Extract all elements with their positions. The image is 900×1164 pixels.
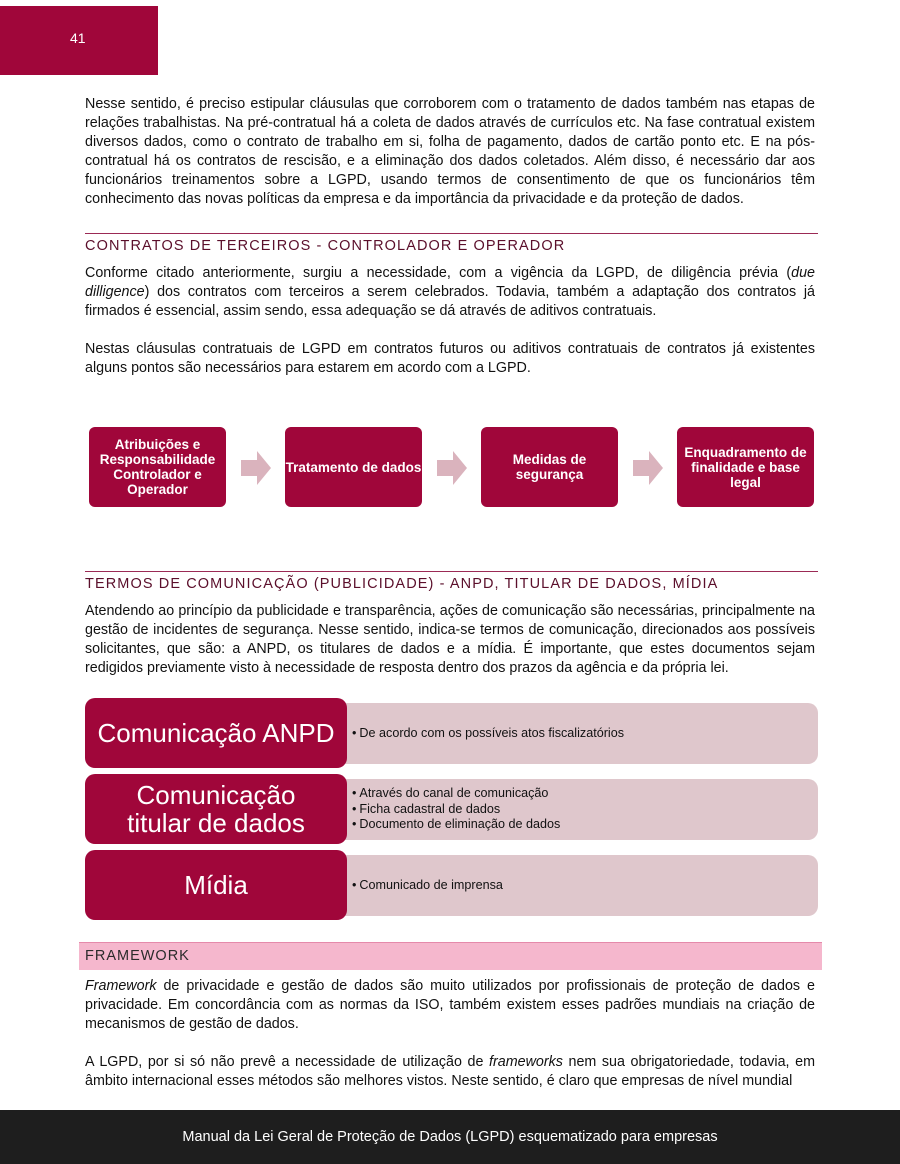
page-number: 41: [70, 30, 86, 46]
contracts-section: [85, 264, 815, 378]
arrow-right-icon: [633, 451, 663, 485]
flow-step-1: Atribuições e Responsabilidade Controlador e Operador: [89, 427, 226, 507]
comm-titular-details: [330, 779, 818, 840]
section-heading-communication: [85, 571, 818, 592]
contracts-paragraph-1: [85, 264, 815, 321]
footer-text: Manual da Lei Geral de Proteção de Dados (LGPD) esquematizado para empresas: [182, 1129, 718, 1145]
contracts-paragraph-2: Nestas cláusulas contratuais de LGPD em contratos futuros ou aditivos contratuais de contratos já existentes alguns pontos são necessários para estarem em acordo com a LGPD.: [85, 341, 815, 376]
framework-paragraph-1: [85, 977, 815, 1034]
section-heading-contracts: [85, 233, 818, 254]
framework-term: Framework: [85, 978, 157, 994]
comm-midia-title: Mídia: [85, 850, 347, 920]
list-item: • Ficha cadastral de dados: [352, 802, 818, 818]
comm-anpd-details: [330, 703, 818, 764]
framework-p2-text: A LGPD, por si só não prevê a necessidade de utilização de: [85, 1054, 490, 1070]
list-item: • Comunicado de imprensa: [352, 878, 818, 894]
due-diligence-term: due dilligence: [85, 265, 815, 300]
section-heading-communication-text: TERMOS DE COMUNICAÇÃO (PUBLICIDADE) - ANPD, TITULAR DE DADOS, MÍDIA: [85, 576, 719, 592]
comm-midia-details: [330, 855, 818, 916]
framework-paragraph-2: [85, 1053, 815, 1091]
framework-p2-text-end: nem sua obrigatoriedade, todavia, em âmbito internacional esses métodos são melhores vistos. Neste sentido, é claro que empresas de nível mundial: [85, 1054, 815, 1089]
frameworks-term: frameworks: [489, 1054, 563, 1070]
flow-step-3: Medidas de segurança: [481, 427, 618, 507]
section-heading-contracts-text: CONTRATOS DE TERCEIROS - CONTROLADOR E OPERADOR: [85, 238, 566, 254]
arrow-right-icon: [241, 451, 271, 485]
flow-step-4: Enquadramento de finalidade e base legal: [677, 427, 814, 507]
flow-step-2: Tratamento de dados: [285, 427, 422, 507]
communication-paragraph: Atendendo ao princípio da publicidade e transparência, ações de comunicação são necessárias, principalmente na gestão de incidentes de segurança. Nesse sentido, indica-se termos de comunicação, direcionados aos possíveis solicitantes, que são: a ANPD, os titulares de dados e a mídia. É importante, que estes documentos sejam redigidos previamente visto à necessidade de resposta dentro dos prazos da agência e da própria lei.: [85, 603, 815, 676]
page-footer: [0, 1110, 900, 1164]
communication-section: [85, 602, 815, 678]
framework-section: [85, 977, 815, 1091]
list-item: • Através do canal de comunicação: [352, 786, 818, 802]
intro-paragraph: Nesse sentido, é preciso estipular cláusulas que corroborem com o tratamento de dados também nas etapas de relações trabalhistas. Na pré-contratual há a coleta de dados através de currículos etc. Na fase contratual existem diversos dados, como o contrato de trabalho em si, folha de pagamento, dados de cartão ponto etc. E na pós-contratual há os contratos de rescisão, e a eliminação dos dados coletados. Além disso, é necessário dar aos funcionários treinamentos sobre a LGPD, usando termos de consentimento de que os funcionários têm conhecimento das novas políticas da empresa e da importância da privacidade e da proteção de dados.: [85, 96, 815, 207]
contracts-p1-text: Conforme citado anteriormente, surgiu a necessidade, com a vigência da LGPD, de diligência prévia (: [85, 265, 792, 281]
section-heading-framework: [79, 942, 822, 970]
comm-anpd-title: Comunicação ANPD: [85, 698, 347, 768]
comm-titular-title: Comunicação titular de dados: [85, 774, 347, 844]
section-heading-framework-text: FRAMEWORK: [85, 948, 190, 964]
list-item: • Documento de eliminação de dados: [352, 817, 818, 833]
contracts-p1-text-end: ) dos contratos com terceiros a serem celebrados. Todavia, também a adaptação dos contratos já firmados é essencial, assim sendo, essa adequação se dá através de aditivos contratuais.: [85, 284, 815, 319]
framework-p1-text: de privacidade e gestão de dados são muito utilizados por profissionais de proteção de dados e privacidade. Em concordância com as normas da ISO, também existem esses padrões mundiais na criação de mecanismos de gestão de dados.: [85, 978, 815, 1032]
list-item: • De acordo com os possíveis atos fiscalizatórios: [352, 726, 818, 742]
page-number-tab: [0, 6, 158, 75]
arrow-right-icon: [437, 451, 467, 485]
intro-section: [85, 95, 815, 209]
